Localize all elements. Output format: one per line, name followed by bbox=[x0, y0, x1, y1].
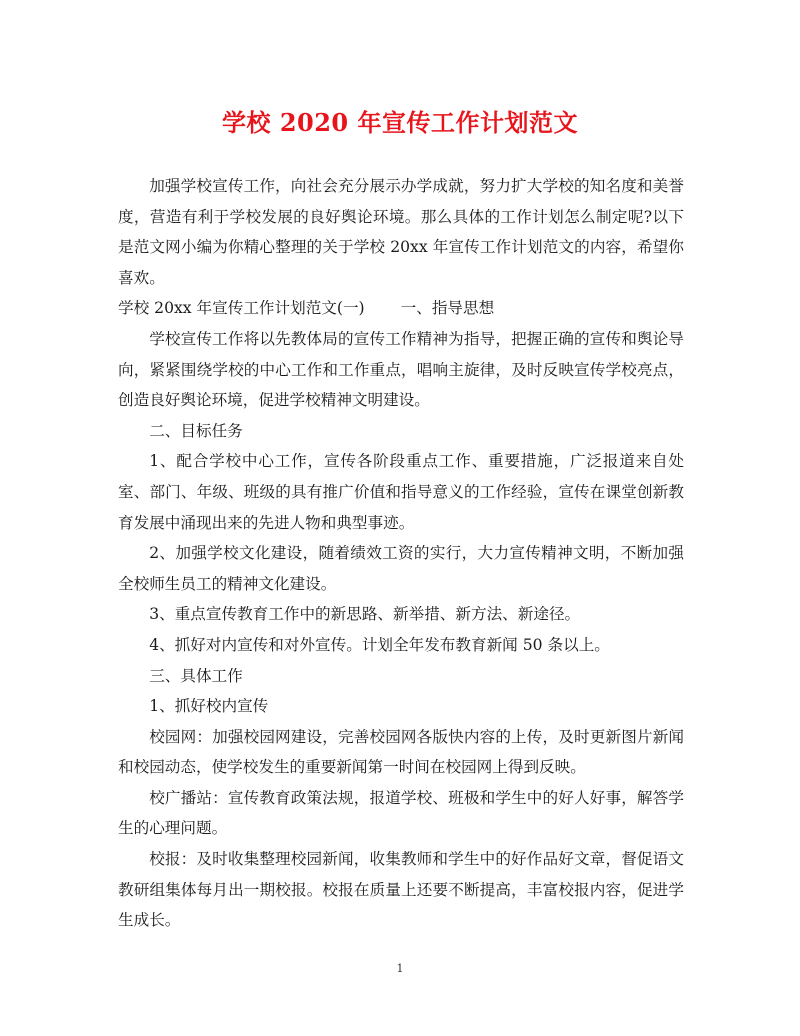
intro-paragraph: 加强学校宣传工作，向社会充分展示办学成就，努力扩大学校的知名度和美誉度，营造有利于学校发展的良好舆论环境。那么具体的工作计划怎么制定呢?以下是范文网小编为你精心整理的关于学校 20xx 年宣传工作计划范文的内容，希望你喜欢。 bbox=[118, 177, 684, 287]
page-number: 1 bbox=[396, 962, 404, 975]
section1-heading: 一、指导思想 bbox=[400, 299, 495, 318]
campus-net-paragraph: 校园网：加强校园网建设，完善校园网各版快内容的上传，及时更新图片新闻和校园动态，使学校发生的重要新闻第一时间在校园网上得到反映。 bbox=[118, 727, 684, 777]
section2-item-1: 1、配合学校中心工作，宣传各阶段重点工作、重要措施，广泛报道来自处室、部门、年级、班级的具有推广价值和指导意义的工作经验，宣传在课堂创新教育发展中涌现出来的先进人物和典型事迹。 bbox=[118, 452, 684, 532]
section2-item-3: 3、重点宣传教育工作中的新思路、新举措、新方法、新途径。 bbox=[149, 605, 581, 624]
campus-radio-paragraph: 校广播站：宣传教育政策法规，报道学校、班极和学生中的好人好事，解答学生的心理问题。 bbox=[118, 788, 684, 838]
document-subtitle: 学校 20xx 年宣传工作计划范文(一) bbox=[118, 299, 365, 318]
document-title: 学校 2020 年宣传工作计划范文 bbox=[221, 108, 578, 137]
section1-body: 学校宣传工作将以先教体局的宣传工作精神为指导，把握正确的宣传和舆论导向，紧紧围绕学校的中心工作和工作重点，唱响主旋律，及时反映宣传学校亮点，创造良好舆论环境，促进学校精神文明建设。 bbox=[118, 329, 684, 410]
campus-paper-paragraph: 校报：及时收集整理校园新闻，收集教师和学生中的好作品好文章，督促语文教研组集体每月出一期校报。校报在质量上还要不断提高，丰富校报内容，促进学生成长。 bbox=[118, 850, 684, 930]
document-body bbox=[118, 171, 684, 936]
section2-item-2: 2、加强学校文化建设，随着绩效工资的实行，大力宣传精神文明，不断加强全校师生员工的精神文化建设。 bbox=[118, 544, 684, 593]
section3-heading: 三、具体工作 bbox=[149, 666, 243, 685]
subtitle-line bbox=[118, 293, 684, 324]
section2-heading: 二、目标任务 bbox=[149, 421, 243, 440]
section3-sub-1: 1、抓好校内宣传 bbox=[149, 697, 269, 716]
section2-item-4: 4、抓好对内宣传和对外宣传。计划全年发布教育新闻 50 条以上。 bbox=[149, 635, 610, 654]
